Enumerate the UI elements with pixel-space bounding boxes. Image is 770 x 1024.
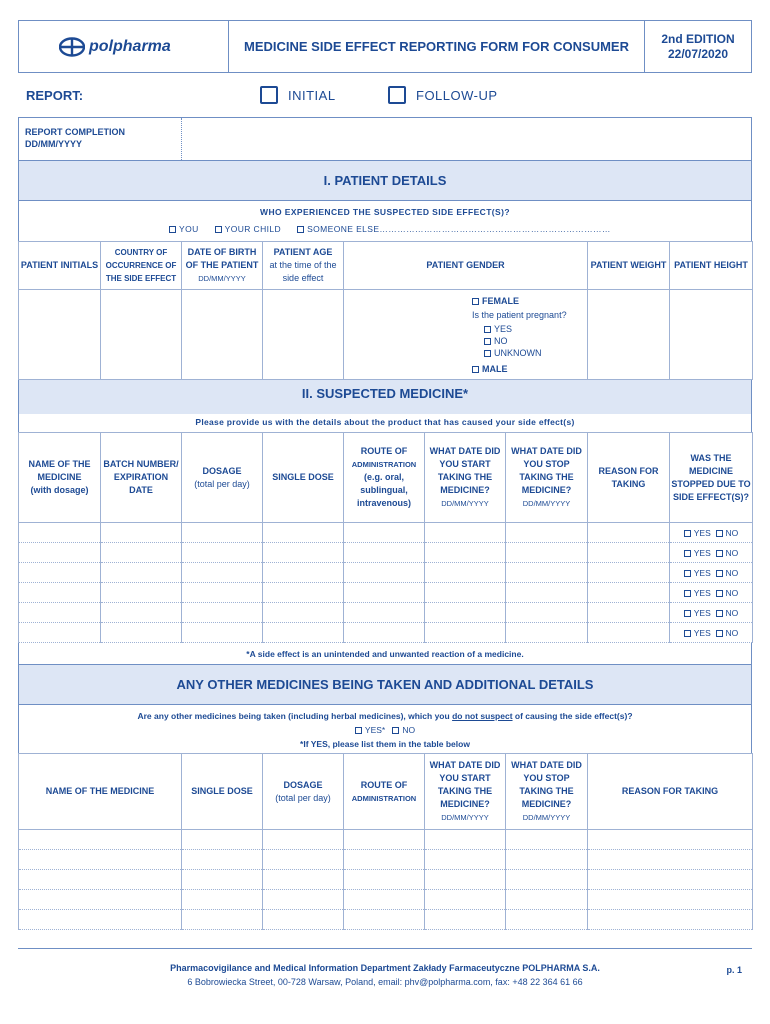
cell[interactable] — [101, 523, 182, 543]
other-yes-label: YES* — [364, 725, 386, 735]
route-label2: ADMINISTRATION — [351, 460, 417, 469]
col-single-dose: SINGLE DOSE — [263, 433, 344, 523]
stopped-yes-checkbox[interactable] — [684, 610, 691, 617]
someone-label: SOMEONE ELSE…………………………………………………………………… — [307, 224, 611, 234]
other-start-label: WHAT DATE DID YOU START TAKING THE MEDICINE? — [429, 760, 501, 809]
stopped-yes-no — [670, 603, 753, 623]
yes-label: YES — [693, 607, 711, 618]
col-height: PATIENT HEIGHT — [670, 242, 753, 290]
other-stop-format: DD/MM/YYYY — [522, 813, 571, 822]
other-col-reason: REASON FOR TAKING — [588, 754, 753, 830]
patient-table — [18, 241, 753, 380]
cell[interactable] — [506, 563, 588, 583]
other-medicines-table — [18, 753, 753, 930]
other-dosage-sub: (total per day) — [275, 792, 331, 803]
footer-line1: Pharmacovigilance and Medical Information Department Zakłady Farmaceutyczne POLPHARMA S.A. — [170, 963, 600, 973]
medicine-name-sub: (with dosage) — [30, 485, 89, 495]
option-you[interactable] — [169, 224, 199, 234]
medicine-row — [19, 603, 753, 623]
you-label: YOU — [179, 224, 199, 234]
cell[interactable] — [19, 850, 182, 870]
initial-option — [260, 86, 336, 104]
medicine-row — [19, 563, 753, 583]
gender-cell — [344, 290, 588, 380]
col-gender: PATIENT GENDER — [344, 242, 588, 290]
cell[interactable] — [425, 563, 506, 583]
who-question: WHO EXPERIENCED THE SUSPECTED SIDE EFFECT(S)? — [260, 207, 510, 217]
cell[interactable] — [506, 583, 588, 603]
age-cell[interactable] — [263, 290, 344, 380]
stopped-yes-no — [670, 543, 753, 563]
cell[interactable] — [263, 910, 344, 930]
form-page — [18, 20, 752, 930]
other-col-route — [344, 754, 425, 830]
cell[interactable] — [425, 523, 506, 543]
cell[interactable] — [19, 830, 182, 850]
followup-label: FOLLOW-UP — [416, 87, 498, 103]
pregnant-question: Is the patient pregnant? — [472, 309, 567, 320]
col-weight: PATIENT WEIGHT — [588, 242, 670, 290]
other-question-text — [19, 709, 751, 723]
medicine-name-label: NAME OF THE MEDICINE — [28, 459, 91, 482]
stopped-yes-no — [670, 523, 753, 543]
stop-date-label: WHAT DATE DID YOU STOP TAKING THE MEDICINE? — [511, 446, 582, 495]
yes-label: YES — [693, 587, 711, 598]
cell[interactable] — [588, 830, 753, 850]
edition-date: 22/07/2020 — [667, 46, 729, 61]
other-stop-label: WHAT DATE DID YOU STOP TAKING THE MEDICINE? — [511, 760, 582, 809]
stop-date-format: DD/MM/YYYY — [522, 499, 571, 508]
cell[interactable] — [588, 583, 670, 603]
cell[interactable] — [425, 623, 506, 643]
other-medicines-heading: ANY OTHER MEDICINES BEING TAKEN AND ADDITIONAL DETAILS — [18, 665, 752, 705]
other-start-format: DD/MM/YYYY — [441, 813, 489, 822]
col-start-date — [425, 433, 506, 523]
no-label: NO — [725, 527, 739, 538]
col-dob — [182, 242, 263, 290]
female-option[interactable] — [472, 295, 587, 307]
cell[interactable] — [182, 910, 263, 930]
cell[interactable] — [425, 850, 506, 870]
other-medicine-row — [19, 830, 753, 850]
cell[interactable] — [506, 870, 588, 890]
footer-line2: 6 Bobrowiecka Street, 00-728 Warsaw, Poland, email: phv@polpharma.com, fax: +48 22 364 61 66 — [187, 977, 583, 987]
cell[interactable] — [588, 523, 670, 543]
cell[interactable] — [101, 543, 182, 563]
cell[interactable] — [344, 890, 425, 910]
other-col-dosage — [263, 754, 344, 830]
initial-label: INITIAL — [288, 87, 336, 103]
dob-format: DD/MM/YYYY — [198, 274, 246, 283]
height-cell[interactable] — [670, 290, 753, 380]
pregnant-yes[interactable] — [472, 323, 587, 335]
female-checkbox[interactable] — [472, 298, 479, 305]
medicine-row — [19, 623, 753, 643]
other-col-single: SINGLE DOSE — [182, 754, 263, 830]
cell[interactable] — [425, 830, 506, 850]
question-underlined: do not suspect — [452, 711, 513, 721]
male-checkbox[interactable] — [472, 366, 479, 373]
form-title: MEDICINE SIDE EFFECT REPORTING FORM FOR CONSUMER — [229, 21, 645, 72]
yes-label: YES — [693, 527, 711, 538]
cell[interactable] — [506, 830, 588, 850]
other-yes-no — [19, 723, 751, 737]
suspected-medicine-title: II. SUSPECTED MEDICINE* — [301, 386, 469, 401]
other-route-label: ROUTE OF — [360, 779, 408, 790]
stopped-yes-checkbox[interactable] — [684, 570, 691, 577]
col-batch: BATCH NUMBER/ EXPIRATION DATE — [101, 433, 182, 523]
followup-option — [388, 86, 498, 104]
col-country: COUNTRY OF OCCURRENCE OF THE SIDE EFFECT — [101, 242, 182, 290]
cell[interactable] — [425, 890, 506, 910]
initials-cell[interactable] — [19, 290, 101, 380]
suspected-medicine-table — [18, 432, 753, 643]
cell[interactable] — [588, 543, 670, 563]
cell[interactable] — [101, 563, 182, 583]
cell[interactable] — [425, 870, 506, 890]
completion-label-line2: DD/MM/YYYY — [25, 139, 83, 149]
polpharma-logo-icon — [59, 37, 85, 57]
cell[interactable] — [344, 583, 425, 603]
male-label: MALE — [482, 363, 508, 374]
cell[interactable] — [344, 603, 425, 623]
cell[interactable] — [344, 830, 425, 850]
cell[interactable] — [588, 850, 753, 870]
cell[interactable] — [182, 850, 263, 870]
cell[interactable] — [19, 623, 101, 643]
col-dosage — [182, 433, 263, 523]
if-yes-note: *If YES, please list them in the table below — [300, 739, 470, 749]
other-route-label2: ADMINISTRATION — [351, 793, 417, 803]
cell[interactable] — [182, 870, 263, 890]
other-dosage-label: DOSAGE — [283, 779, 323, 790]
cell[interactable] — [425, 910, 506, 930]
report-completion-row — [18, 117, 752, 161]
completion-label-line1: REPORT COMPLETION — [25, 127, 126, 137]
stopped-no-checkbox[interactable] — [716, 590, 723, 597]
cell[interactable] — [506, 623, 588, 643]
weight-cell[interactable] — [588, 290, 670, 380]
age-label: PATIENT AGE — [273, 247, 333, 257]
yes-label: YES — [693, 567, 711, 578]
other-yes-checkbox[interactable] — [355, 727, 362, 734]
cell[interactable] — [425, 603, 506, 623]
no-label: NO — [725, 607, 739, 618]
cell[interactable] — [19, 543, 101, 563]
cell[interactable] — [182, 543, 263, 563]
stopped-no-checkbox[interactable] — [716, 570, 723, 577]
stopped-no-checkbox[interactable] — [716, 630, 723, 637]
other-medicine-row — [19, 910, 753, 930]
report-completion-field[interactable] — [182, 118, 751, 160]
cell[interactable] — [19, 583, 101, 603]
stopped-no-checkbox[interactable] — [716, 610, 723, 617]
who-options — [19, 224, 751, 234]
cell[interactable] — [506, 523, 588, 543]
yes-label: YES — [693, 547, 711, 558]
age-sub: at the time of the side effect — [269, 260, 337, 283]
report-label: REPORT: — [26, 87, 84, 103]
cell[interactable] — [263, 623, 344, 643]
child-checkbox[interactable] — [215, 226, 222, 233]
cell[interactable] — [263, 523, 344, 543]
cell[interactable] — [182, 830, 263, 850]
cell[interactable] — [19, 563, 101, 583]
country-cell[interactable] — [101, 290, 182, 380]
cell[interactable] — [19, 910, 182, 930]
cell[interactable] — [588, 890, 753, 910]
option-your-child[interactable] — [215, 224, 281, 234]
report-type-row — [18, 73, 752, 117]
start-date-format: DD/MM/YYYY — [441, 499, 489, 508]
patient-details-heading: I. PATIENT DETAILS — [18, 161, 752, 201]
other-medicine-row — [19, 870, 753, 890]
cell[interactable] — [506, 543, 588, 563]
edition-box — [645, 21, 751, 72]
cell[interactable] — [19, 523, 101, 543]
dosage-sub: (total per day) — [194, 478, 250, 489]
cell[interactable] — [344, 623, 425, 643]
pregnant-unknown-checkbox[interactable] — [484, 350, 491, 357]
medicine-row — [19, 583, 753, 603]
pregnant-no-checkbox[interactable] — [484, 338, 491, 345]
page-footer — [18, 948, 752, 989]
cell[interactable] — [182, 583, 263, 603]
cell[interactable] — [344, 543, 425, 563]
other-col-start — [425, 754, 506, 830]
who-experienced-row — [18, 201, 752, 241]
option-someone-else[interactable] — [297, 224, 611, 234]
col-stopped: WAS THE MEDICINE STOPPED DUE TO SIDE EFFECT(S)? — [670, 433, 753, 523]
initial-checkbox[interactable] — [260, 86, 278, 104]
cell[interactable] — [263, 870, 344, 890]
col-age — [263, 242, 344, 290]
medicine-row — [19, 543, 753, 563]
cell[interactable] — [101, 603, 182, 623]
cell[interactable] — [588, 603, 670, 623]
cell[interactable] — [506, 850, 588, 870]
cell[interactable] — [263, 850, 344, 870]
report-completion-label — [19, 118, 182, 160]
dob-label: DATE OF BIRTH OF THE PATIENT — [185, 247, 259, 270]
side-effect-footnote: *A side effect is an unintended and unwanted reaction of a medicine. — [18, 643, 752, 665]
page-number: p. 1 — [726, 965, 742, 975]
cell[interactable] — [425, 543, 506, 563]
cell[interactable] — [263, 543, 344, 563]
other-medicines-question — [18, 705, 752, 753]
you-checkbox[interactable] — [169, 226, 176, 233]
col-patient-initials: PATIENT INITIALS — [19, 242, 101, 290]
edition-label: 2nd EDITION — [661, 31, 735, 46]
stopped-no-checkbox[interactable] — [716, 550, 723, 557]
cell[interactable] — [588, 623, 670, 643]
dob-cell[interactable] — [182, 290, 263, 380]
other-medicine-row — [19, 890, 753, 910]
cell[interactable] — [506, 910, 588, 930]
no-label: NO — [725, 627, 739, 638]
col-stop-date — [506, 433, 588, 523]
pregnant-no[interactable] — [472, 335, 587, 347]
stopped-no-checkbox[interactable] — [716, 530, 723, 537]
cell[interactable] — [263, 583, 344, 603]
cell[interactable] — [344, 910, 425, 930]
cell[interactable] — [588, 910, 753, 930]
cell[interactable] — [263, 890, 344, 910]
cell[interactable] — [344, 870, 425, 890]
cell[interactable] — [19, 890, 182, 910]
other-medicine-row — [19, 850, 753, 870]
cell[interactable] — [101, 583, 182, 603]
cell[interactable] — [182, 890, 263, 910]
cell[interactable] — [19, 870, 182, 890]
cell[interactable] — [344, 563, 425, 583]
followup-checkbox[interactable] — [388, 86, 406, 104]
child-label: YOUR CHILD — [224, 224, 282, 234]
route-label: ROUTE OF — [360, 446, 408, 456]
stopped-yes-checkbox[interactable] — [684, 550, 691, 557]
cell[interactable] — [506, 890, 588, 910]
question-pre: Are any other medicines being taken (including herbal medicines), which you — [137, 711, 450, 721]
route-sub: (e.g. oral, sublingual, intravenous) — [356, 472, 411, 508]
form-header — [18, 20, 752, 73]
cell[interactable] — [19, 603, 101, 623]
cell[interactable] — [182, 563, 263, 583]
someone-checkbox[interactable] — [297, 226, 304, 233]
cell[interactable] — [263, 563, 344, 583]
suspected-medicine-subtitle: Please provide us with the details about the product that has caused your side effect(s) — [18, 414, 752, 432]
cell[interactable] — [182, 623, 263, 643]
pregnant-yes-label: YES — [494, 323, 513, 334]
pregnant-yes-checkbox[interactable] — [484, 326, 491, 333]
pregnant-no-label: NO — [494, 335, 508, 346]
other-col-name: NAME OF THE MEDICINE — [19, 754, 182, 830]
other-no-label: NO — [402, 725, 416, 735]
yes-label: YES — [693, 627, 711, 638]
col-route — [344, 433, 425, 523]
dosage-label: DOSAGE — [202, 465, 242, 476]
cell[interactable] — [263, 830, 344, 850]
female-label: FEMALE — [482, 295, 519, 306]
stopped-yes-checkbox[interactable] — [684, 530, 691, 537]
no-label: NO — [725, 567, 739, 578]
stopped-yes-checkbox[interactable] — [684, 630, 691, 637]
cell[interactable] — [506, 603, 588, 623]
other-col-stop — [506, 754, 588, 830]
stopped-yes-no — [670, 623, 753, 643]
cell[interactable] — [182, 603, 263, 623]
medicine-row — [19, 523, 753, 543]
other-no-checkbox[interactable] — [392, 727, 399, 734]
stopped-yes-no — [670, 563, 753, 583]
pregnant-unknown-label: UNKNOWN — [494, 347, 542, 358]
logo — [19, 21, 229, 72]
cell[interactable] — [182, 523, 263, 543]
pregnant-unknown[interactable] — [472, 347, 587, 359]
cell[interactable] — [101, 623, 182, 643]
no-label: NO — [725, 547, 739, 558]
cell[interactable] — [344, 523, 425, 543]
cell[interactable] — [425, 583, 506, 603]
cell[interactable] — [263, 603, 344, 623]
col-medicine-name — [19, 433, 101, 523]
cell[interactable] — [588, 563, 670, 583]
stopped-yes-checkbox[interactable] — [684, 590, 691, 597]
male-option[interactable] — [472, 363, 587, 375]
no-label: NO — [725, 587, 739, 598]
col-reason: REASON FOR TAKING — [588, 433, 670, 523]
stopped-yes-no — [670, 583, 753, 603]
logo-text: polpharma — [89, 37, 171, 55]
start-date-label: WHAT DATE DID YOU START TAKING THE MEDICINE? — [429, 446, 501, 495]
cell[interactable] — [588, 870, 753, 890]
question-post: of causing the side effect(s)? — [514, 711, 633, 721]
cell[interactable] — [344, 850, 425, 870]
